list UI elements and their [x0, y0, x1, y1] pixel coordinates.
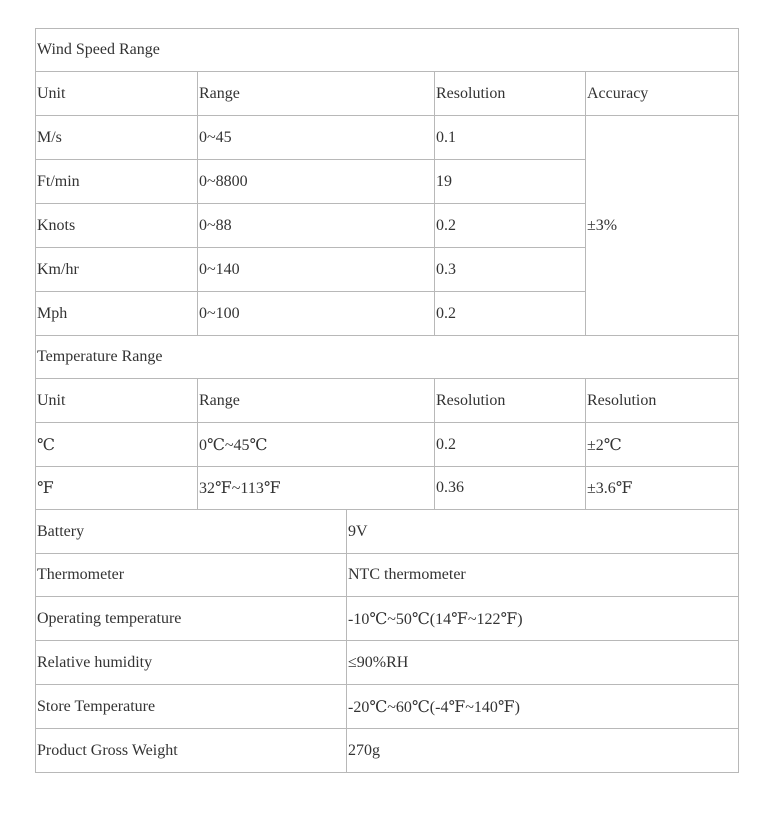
temperature-title-row	[36, 336, 739, 379]
temperature-header-range: Range	[198, 379, 435, 423]
wind-section-title: Wind Speed Range	[36, 29, 739, 72]
wind-range-cell: 0~8800	[198, 160, 435, 204]
wind-range-cell: 0~100	[198, 292, 435, 336]
temperature-range-cell: 0℃~45℃	[198, 423, 435, 467]
table-row	[36, 554, 739, 597]
wind-title-row	[36, 29, 739, 72]
wind-resolution-cell: 0.1	[435, 116, 586, 160]
table-row	[36, 597, 739, 641]
table-row	[36, 641, 739, 685]
wind-unit-cell: M/s	[36, 116, 198, 160]
wind-range-cell: 0~88	[198, 204, 435, 248]
temperature-header-accuracy: Resolution	[586, 379, 739, 423]
temperature-resolution-cell: 0.2	[435, 423, 586, 467]
table-row	[36, 685, 739, 729]
table-row	[36, 729, 739, 773]
wind-resolution-cell: 0.3	[435, 248, 586, 292]
spec-value: -20℃~60℃(-4℉~140℉)	[347, 685, 739, 729]
spec-value: -10℃~50℃(14℉~122℉)	[347, 597, 739, 641]
spec-table	[35, 28, 739, 773]
spec-label: Product Gross Weight	[36, 729, 347, 773]
wind-unit-cell: Ft/min	[36, 160, 198, 204]
spec-label: Battery	[36, 510, 347, 554]
spec-label: Store Temperature	[36, 685, 347, 729]
table-row	[36, 423, 739, 467]
wind-range-cell: 0~45	[198, 116, 435, 160]
spec-value: ≤90%RH	[347, 641, 739, 685]
temperature-unit-cell: ℃	[36, 423, 198, 467]
temperature-accuracy-cell: ±2℃	[586, 423, 739, 467]
wind-header-row	[36, 72, 739, 116]
spec-label: Thermometer	[36, 554, 347, 597]
wind-header-range: Range	[198, 72, 435, 116]
wind-unit-cell: Mph	[36, 292, 198, 336]
spec-label: Operating temperature	[36, 597, 347, 641]
wind-range-cell: 0~140	[198, 248, 435, 292]
table-row	[36, 467, 739, 510]
temperature-section-title: Temperature Range	[36, 336, 739, 379]
temperature-header-row	[36, 379, 739, 423]
wind-header-unit: Unit	[36, 72, 198, 116]
wind-unit-cell: Km/hr	[36, 248, 198, 292]
table-row	[36, 116, 739, 160]
temperature-header-resolution: Resolution	[435, 379, 586, 423]
temperature-unit-cell: ℉	[36, 467, 198, 510]
temperature-range-cell: 32℉~113℉	[198, 467, 435, 510]
wind-resolution-cell: 0.2	[435, 204, 586, 248]
spec-label: Relative humidity	[36, 641, 347, 685]
temperature-resolution-cell: 0.36	[435, 467, 586, 510]
wind-resolution-cell: 0.2	[435, 292, 586, 336]
spec-value: 270g	[347, 729, 739, 773]
wind-header-accuracy: Accuracy	[586, 72, 739, 116]
wind-unit-cell: Knots	[36, 204, 198, 248]
wind-accuracy-cell: ±3%	[586, 116, 739, 336]
temperature-header-unit: Unit	[36, 379, 198, 423]
table-row	[36, 510, 739, 554]
wind-resolution-cell: 19	[435, 160, 586, 204]
wind-header-resolution: Resolution	[435, 72, 586, 116]
temperature-accuracy-cell: ±3.6℉	[586, 467, 739, 510]
spec-value: NTC thermometer	[347, 554, 739, 597]
spec-value: 9V	[347, 510, 739, 554]
